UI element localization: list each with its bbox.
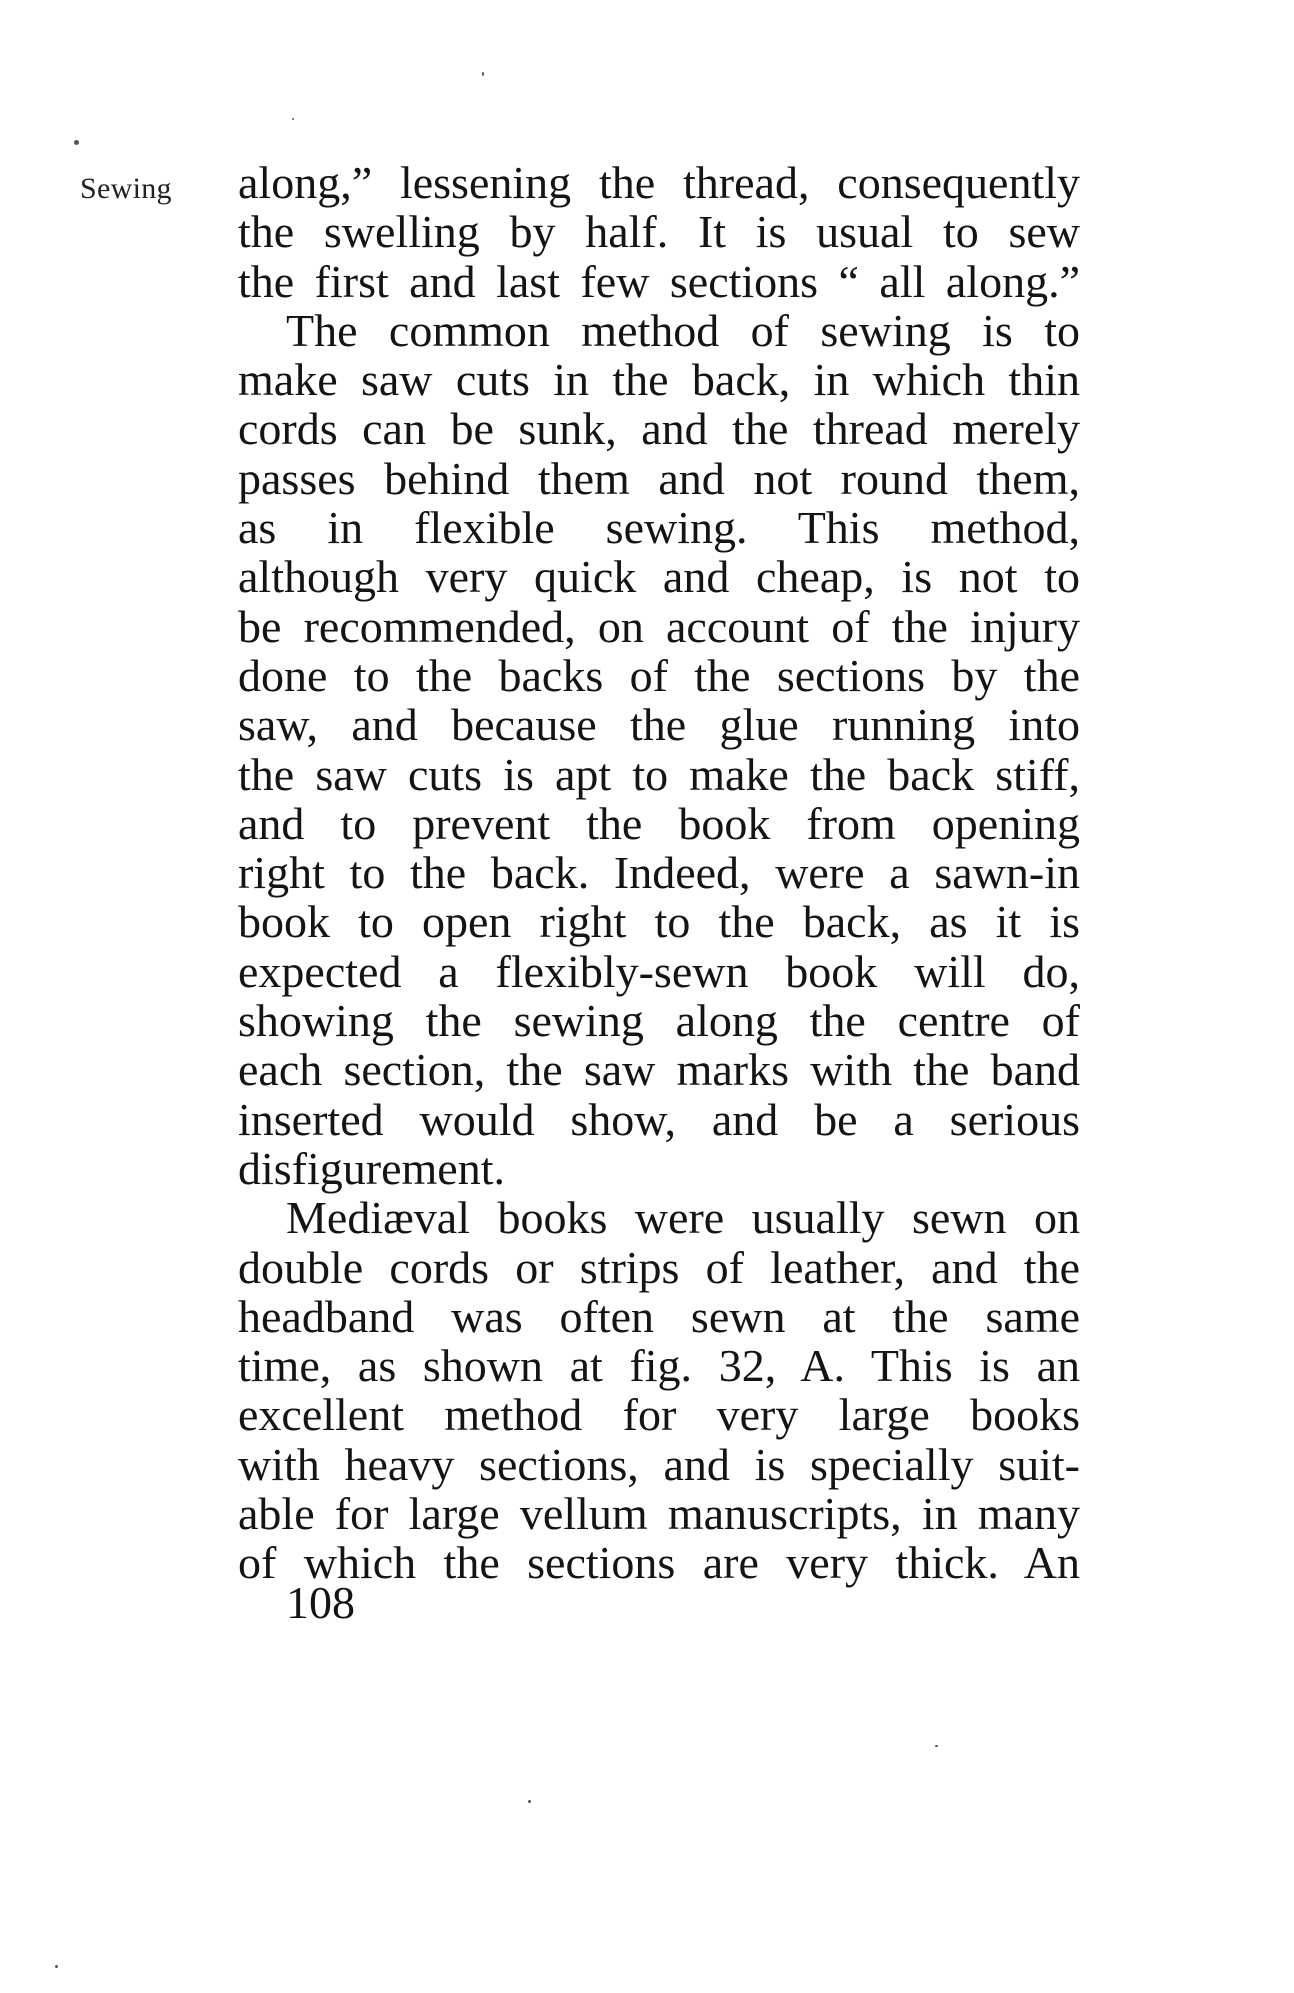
- text-line: right to the back. Indeed, were a sawn-in: [238, 847, 1080, 899]
- page-number: 108: [286, 1577, 355, 1628]
- text-line: the swelling by half. It is usual to sew: [238, 206, 1080, 258]
- text-line: inserted would show, and be a serious: [238, 1093, 1080, 1145]
- text-line: the first and last few sections “ all along.”: [238, 255, 1080, 307]
- paper-speck: [55, 1965, 58, 1968]
- text-line: expected a flexibly-sewn book will do,: [238, 945, 1080, 997]
- text-line: showing the sewing along the centre of: [238, 995, 1080, 1047]
- text-line: book to open right to the back, as it is: [238, 896, 1080, 948]
- text-line: time, as shown at fig. 32, A. This is an: [238, 1340, 1080, 1392]
- text-line: excellent method for very large books: [238, 1389, 1080, 1441]
- text-line: as in flexible sewing. This method,: [238, 502, 1080, 554]
- paper-speck: [935, 1745, 938, 1747]
- text-line: cords can be sunk, and the thread merely: [238, 403, 1080, 455]
- text-line: headband was often sewn at the same: [238, 1290, 1080, 1342]
- text-line: of which the sections are very thick. An: [238, 1537, 1080, 1589]
- text-line: although very quick and cheap, is not to: [238, 551, 1080, 603]
- paper-speck: [292, 118, 294, 120]
- paper-speck: [528, 1800, 531, 1803]
- text-line: and to prevent the book from opening: [238, 797, 1080, 849]
- text-line: along,” lessening the thread, consequently: [238, 157, 1080, 208]
- text-line: the saw cuts is apt to make the back stiff,: [238, 748, 1080, 800]
- text-line: able for large vellum manuscripts, in many: [238, 1488, 1080, 1540]
- text-line: be recommended, on account of the injury: [238, 600, 1080, 652]
- body-text: [238, 158, 1080, 1588]
- text-line: make saw cuts in the back, in which thin: [238, 354, 1080, 406]
- paragraph-start-line: Mediæval books were usually sewn on: [286, 1192, 1080, 1244]
- text-line: passes behind them and not round them,: [238, 452, 1080, 504]
- paper-speck: [482, 72, 484, 76]
- text-line: done to the backs of the sections by the: [238, 649, 1080, 701]
- text-line: double cords or strips of leather, and the: [238, 1241, 1080, 1293]
- text-line: saw, and because the glue running into: [238, 699, 1080, 751]
- paper-speck: [74, 140, 79, 145]
- paragraph-end-line: disfigurement.: [238, 1142, 505, 1194]
- text-line: with heavy sections, and is specially suit-: [238, 1438, 1080, 1490]
- margin-note: Sewing: [80, 172, 172, 205]
- paragraph-start-line: The common method of sewing is to: [286, 304, 1080, 356]
- text-line: each section, the saw marks with the band: [238, 1044, 1080, 1096]
